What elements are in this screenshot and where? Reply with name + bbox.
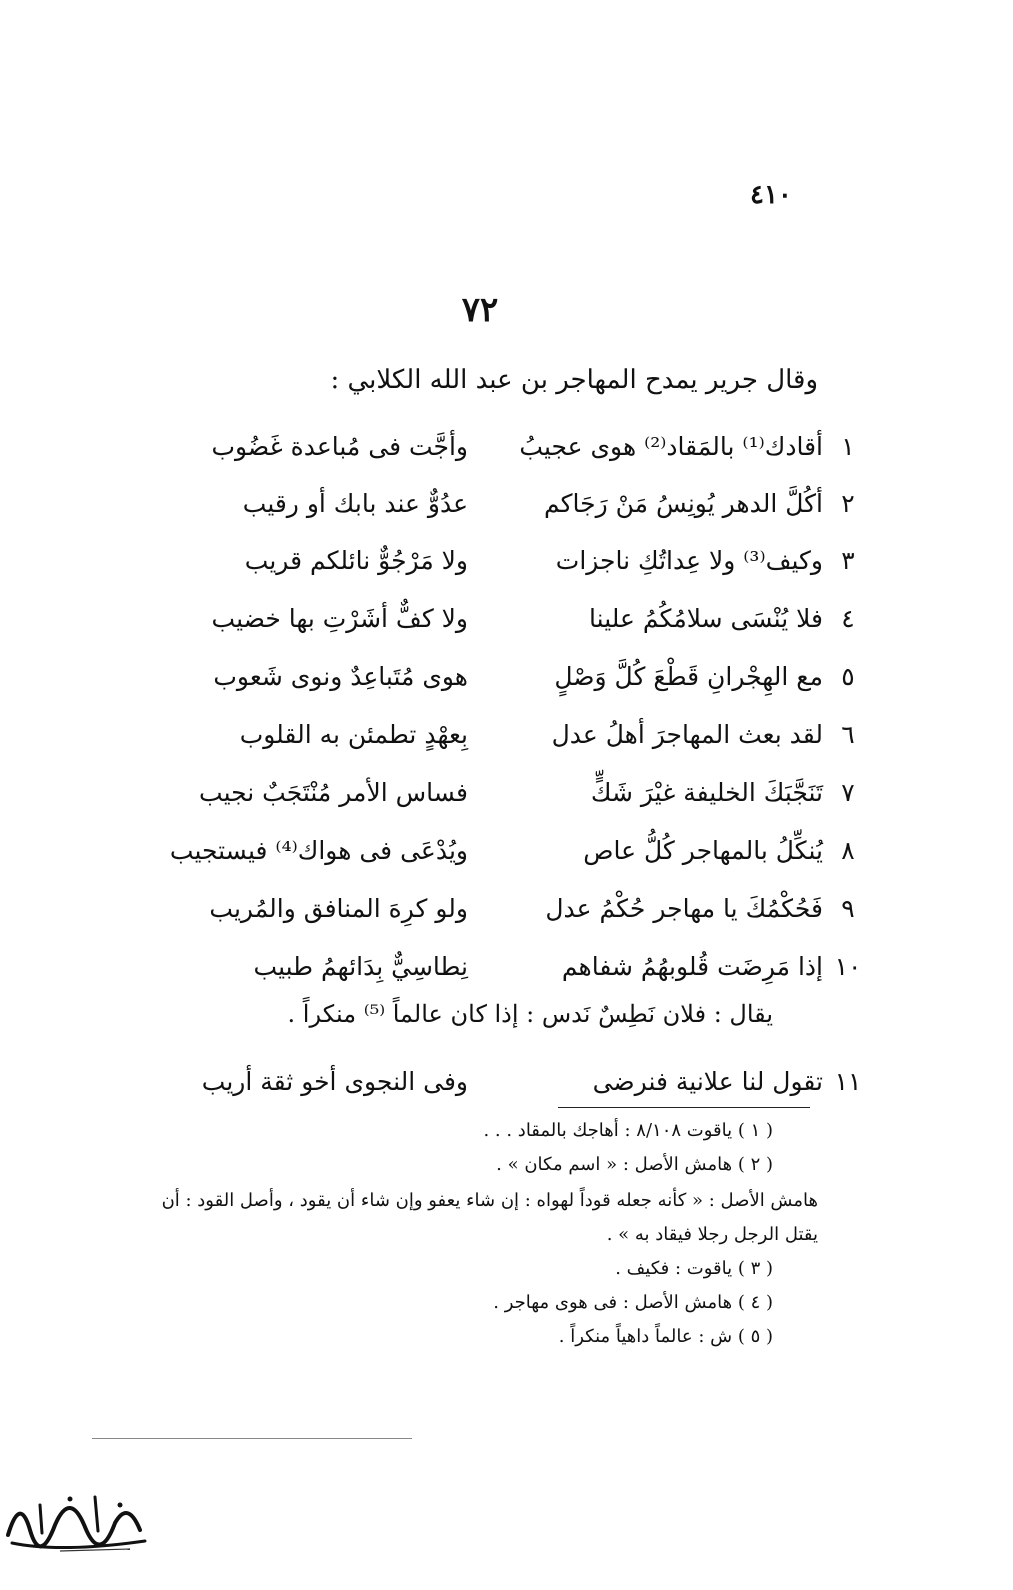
verse-first-hemistich: يُنكِّلُ بالمهاجر كُلُّ عاص xyxy=(583,836,823,865)
verse-first-hemistich: فَحُكْمُكَ يا مهاجر حُكْمُ عدل xyxy=(545,894,823,923)
verse-number: ٦ xyxy=(841,720,855,749)
page-number: ٤١٠ xyxy=(750,180,792,210)
poem-intro: وقال جرير يمدح المهاجر بن عبد الله الكلابي : xyxy=(330,365,818,395)
verse-second-hemistich: ولا مَرْجُوٌّ نائلكم قريب xyxy=(244,546,468,575)
verse-8 xyxy=(163,826,855,876)
verse-second-hemistich: عدُوٌّ عند بابك أو رقيب xyxy=(242,489,468,518)
verse-first-hemistich: تَنَجَّبَكَ الخليفة غيْرَ شَكٍّ xyxy=(590,778,823,807)
verse-number: ١٠ xyxy=(834,952,862,981)
verse-first-hemistich: فلا يُنْسَى سلامُكُمُ علينا xyxy=(589,604,823,633)
verse-second-hemistich: وأجَّت فى مُباعدة غَضُوب xyxy=(211,432,468,461)
verse-number: ٨ xyxy=(841,836,855,865)
footnote-divider xyxy=(558,1107,810,1108)
verse-7 xyxy=(163,768,855,818)
poem-number: ٧٢ xyxy=(461,290,499,330)
verse-number: ٥ xyxy=(841,662,855,691)
verse-1 xyxy=(163,422,855,472)
verse-3 xyxy=(163,536,855,586)
verse-number: ٢ xyxy=(841,489,855,518)
library-seal-logo xyxy=(0,1475,155,1560)
verse-first-hemistich: أقادك⁽¹⁾ بالمَقاد⁽²⁾ هوى عجيبُ xyxy=(519,432,823,461)
verse-second-hemistich: هوى مُتَباعِدٌ ونوى شَعوب xyxy=(213,662,468,691)
verse-number: ٧ xyxy=(841,778,855,807)
verse-2 xyxy=(163,479,855,529)
footnote-2: ( ٢ ) هامش الأصل : « اسم مكان » . xyxy=(496,1154,773,1175)
verse-10 xyxy=(163,942,862,992)
verse-number: ١ xyxy=(841,432,855,461)
verse-4 xyxy=(163,594,855,644)
footnote-3: ( ٣ ) ياقوت : فكيف . xyxy=(615,1258,773,1279)
verse-first-hemistich: تقول لنا علانية فنرضى xyxy=(592,1067,823,1096)
verse-first-hemistich: إذا مَرِضَت قُلوبهُمُ شفاهم xyxy=(561,952,823,981)
verse-number: ٣ xyxy=(841,546,855,575)
verse-second-hemistich: ولو كرِهَ المنافق والمُريب xyxy=(209,894,468,923)
footnote-2-continued: هامش الأصل : « كأنه جعله قوداً لهواه : إن شاء يعفو وإن شاء أن يقود ، وأصل القود : أن يقتل الرجل رجلا فيقاد به » . xyxy=(161,1190,818,1245)
verse-second-hemistich: ويُدْعَى فى هواك⁽⁴⁾ فيستجيب xyxy=(169,836,468,865)
verse-second-hemistich: ولا كفٌّ أشَرْتِ بها خضيب xyxy=(211,604,468,633)
verse-second-hemistich: بِعهْدٍ تطمئن به القلوب xyxy=(239,720,468,749)
verse-first-hemistich: لقد بعث المهاجرَ أهلُ عدل xyxy=(551,720,823,749)
verse-second-hemistich: وفى النجوى أخو ثقة أريب xyxy=(201,1067,468,1096)
verse-6 xyxy=(163,710,855,760)
verse-11 xyxy=(163,1057,862,1107)
verse-5 xyxy=(163,652,855,702)
verse-first-hemistich: أكُلَّ الدهر يُونِسُ مَنْ رَجَاكم xyxy=(543,489,823,518)
verse-first-hemistich: مع الهِجْرانِ قَطْعَ كُلَّ وَصْلٍ xyxy=(554,662,823,691)
bottom-divider xyxy=(92,1438,412,1439)
verse-second-hemistich: نِطاسِيٌّ بِدَائهمُ طبيب xyxy=(253,952,468,981)
footnote-4: ( ٤ ) هامش الأصل : فى هوى مهاجر . xyxy=(493,1292,773,1313)
verse-second-hemistich: فساس الأمر مُنْتَجَبٌ نجيب xyxy=(199,778,468,807)
verse-9 xyxy=(163,884,855,934)
footnote-1: ( ١ ) ياقوت ٨/١٠٨ : أهاجك بالمقاد . . . xyxy=(483,1120,773,1141)
calligraphy-seal-icon xyxy=(0,1475,155,1560)
verse-number: ٩ xyxy=(841,894,855,923)
verse-first-hemistich: وكيف⁽³⁾ ولا عِداتُكِ ناجزات xyxy=(555,546,823,575)
gloss-note: يقال : فلان نَطِسٌ نَدس : إذا كان عالماً ⁽⁵⁾ منكراً . xyxy=(287,1000,773,1028)
verse-number: ٤ xyxy=(841,604,855,633)
footnote-5: ( ٥ ) ش : عالماً داهياً منكراً . xyxy=(558,1326,773,1347)
verse-number: ١١ xyxy=(834,1067,862,1096)
